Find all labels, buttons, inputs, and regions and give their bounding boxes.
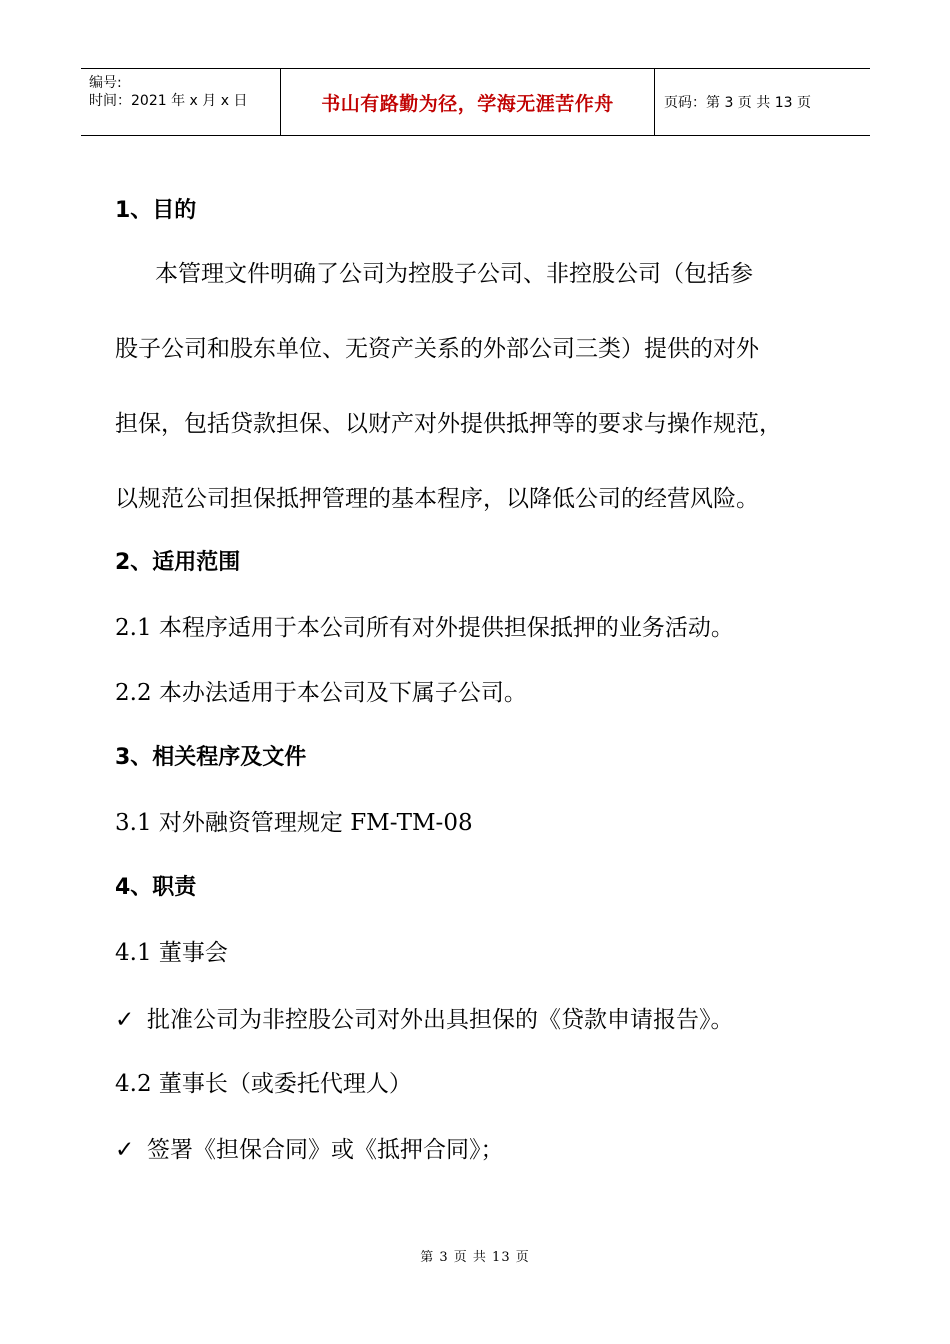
section-1-paragraph-line: 本管理文件明确了公司为控股子公司、非控股公司（包括参 [155,261,753,287]
check-icon: ✓ [115,1007,135,1033]
clause-2-1: 2.1 本程序适用于本公司所有对外提供担保抵押的业务活动。 [115,615,734,641]
checklist-item [115,1135,504,1165]
checklist-item [115,1005,734,1035]
document-date: 时间：2021 年 x 月 x 日 [89,93,248,109]
clause-4-2: 4.2 董事长（或委托代理人） [115,1071,412,1097]
page-header [81,68,870,136]
page-footer: 第 3 页 共 13 页 [420,1250,530,1265]
section-1-heading: 1、目的 [115,198,197,223]
clause-2-2: 2.2 本办法适用于本公司及下属子公司。 [115,680,527,706]
document-number-label: 编号: [89,75,122,91]
clause-4-1: 4.1 董事会 [115,940,228,966]
checklist-item-text: 签署《担保合同》或《抵押合同》； [147,1137,504,1163]
section-1-paragraph-line: 股子公司和股东单位、无资产关系的外部公司三类）提供的对外 [115,336,759,362]
clause-3-1: 3.1 对外融资管理规定 FM-TM-08 [115,810,473,836]
check-icon: ✓ [115,1137,135,1163]
section-2-heading: 2、适用范围 [115,550,241,575]
section-3-heading: 3、相关程序及文件 [115,745,307,770]
header-meta [81,69,281,135]
checklist-item-text: 批准公司为非控股公司对外出具担保的《贷款申请报告》。 [147,1007,734,1033]
header-page-info: 页码：第 3 页 共 13 页 [664,95,811,111]
section-1-paragraph-line: 担保，包括贷款担保、以财产对外提供抵押等的要求与操作规范， [115,411,782,437]
header-motto: 书山有路勤为径，学海无涯苦作舟 [281,69,655,135]
section-1-paragraph-line: 以规范公司担保抵押管理的基本程序，以降低公司的经营风险。 [115,486,759,512]
section-4-heading: 4、职责 [115,875,197,900]
